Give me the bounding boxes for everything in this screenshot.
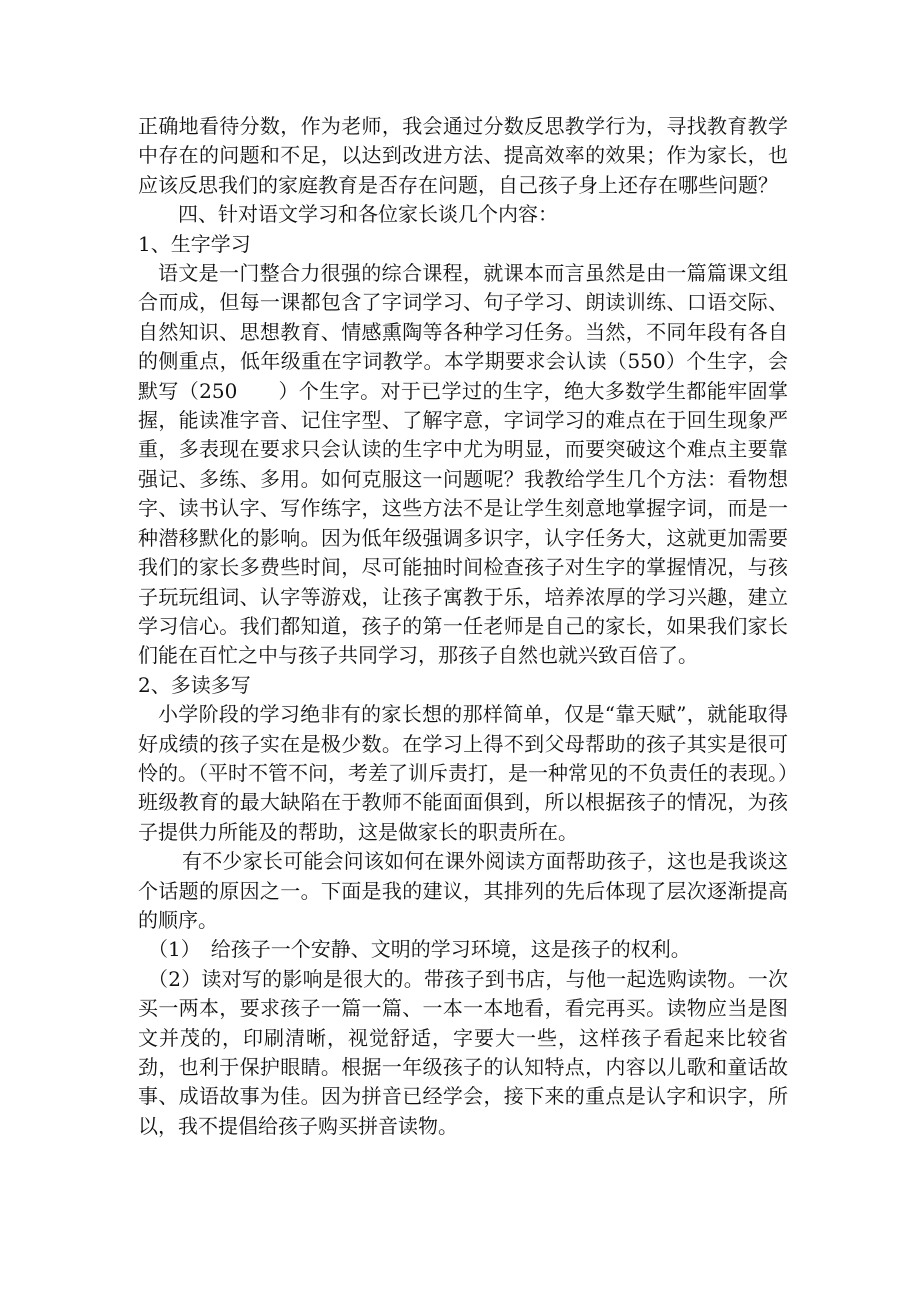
list-item-2: （2）读对写的影响是很大的。带孩子到书店，与他一起选购读物。一次买一两本，要求孩子一篇一篇、一本一本地看，看完再买。读物应当是图文并茂的，印刷清晰，视觉舒适，字要大一些，这样孩子看起来比较省劲，也利于保护眼睛。根据一年级孩子的认知特点，内容以儿歌和童话故事、成语故事为佳。因为拼音已经学会，接下来的重点是认字和识字，所以，我不提倡给孩子购买拼音读物。 xyxy=(138,966,788,1138)
paragraph-score-reflection: 正确地看待分数，作为老师，我会通过分数反思教学行为，寻找教育教学中存在的问题和不足，以达到改进方法、提高效率的效果；作为家长，也应该反思我们的家庭教育是否存在问题，自己孩子身上还存在哪些问题？ xyxy=(138,114,788,197)
paragraph-parent-help: 小学阶段的学习绝非有的家长想的那样简单，仅是“靠天赋”，就能取得好成绩的孩子实在是极少数。在学习上得不到父母帮助的孩子其实是很可怜的。（平时不管不问，考差了训斥责打，是一种常见的不负责任的表现。）班级教育的最大缺陷在于教师不能面面俱到，所以根据孩子的情况，为孩子提供力所能及的帮助，这是做家长的职责所在。 xyxy=(138,702,788,844)
subheading-read-write-more: 2、多读多写 xyxy=(138,672,251,697)
document-page xyxy=(138,112,788,1141)
paragraph-character-learning: 语文是一门整合力很强的综合课程，就课本而言虽然是由一篇篇课文组合而成，但每一课都包含了字词学习、句子学习、朗读训练、口语交际、自然知识、思想教育、情感熏陶等各种学习任务。当然，不同年段有各自的侧重点，低年级重在字词教学。本学期要求会认读（550）个生字，会默写（250 ）个生字。对于已学过的生字，绝大多数学生都能牢固掌握，能读准字音、记住字型、了解字意，字词学习的难点在于回生现象严重，多表现在要求只会认读的生字中尤为明显，而要突破这个难点主要靠强记、多练、多用。如何克服这一问题呢？我教给学生几个方法：看物想字、读书认字、写作练字，这些方法不是让学生刻意地掌握字词，而是一种潜移默化的影响。因为低年级强调多识字，认字任务大，这就更加需要我们的家长多费些时间，尽可能抽时间检查孩子对生字的掌握情况，与孩子玩玩组词、认字等游戏，让孩子寓教于乐，培养浓厚的学习兴趣，建立学习信心。我们都知道，孩子的第一任老师是自己的家长，如果我们家长们能在百忙之中与孩子共同学习，那孩子自然也就兴致百倍了。 xyxy=(138,261,788,668)
subheading-character-learning: 1、生字学习 xyxy=(138,231,251,256)
list-item-1: （1） 给孩子一个安静、文明的学习环境，这是孩子的权利。 xyxy=(148,937,691,962)
section-heading-four: 四、针对语文学习和各位家长谈几个内容： xyxy=(178,202,558,227)
paragraph-reading-advice: 有不少家长可能会问该如何在课外阅读方面帮助孩子，这也是我谈这个话题的原因之一。下面是我的建议，其排列的先后体现了层次逐渐提高的顺序。 xyxy=(138,849,788,932)
